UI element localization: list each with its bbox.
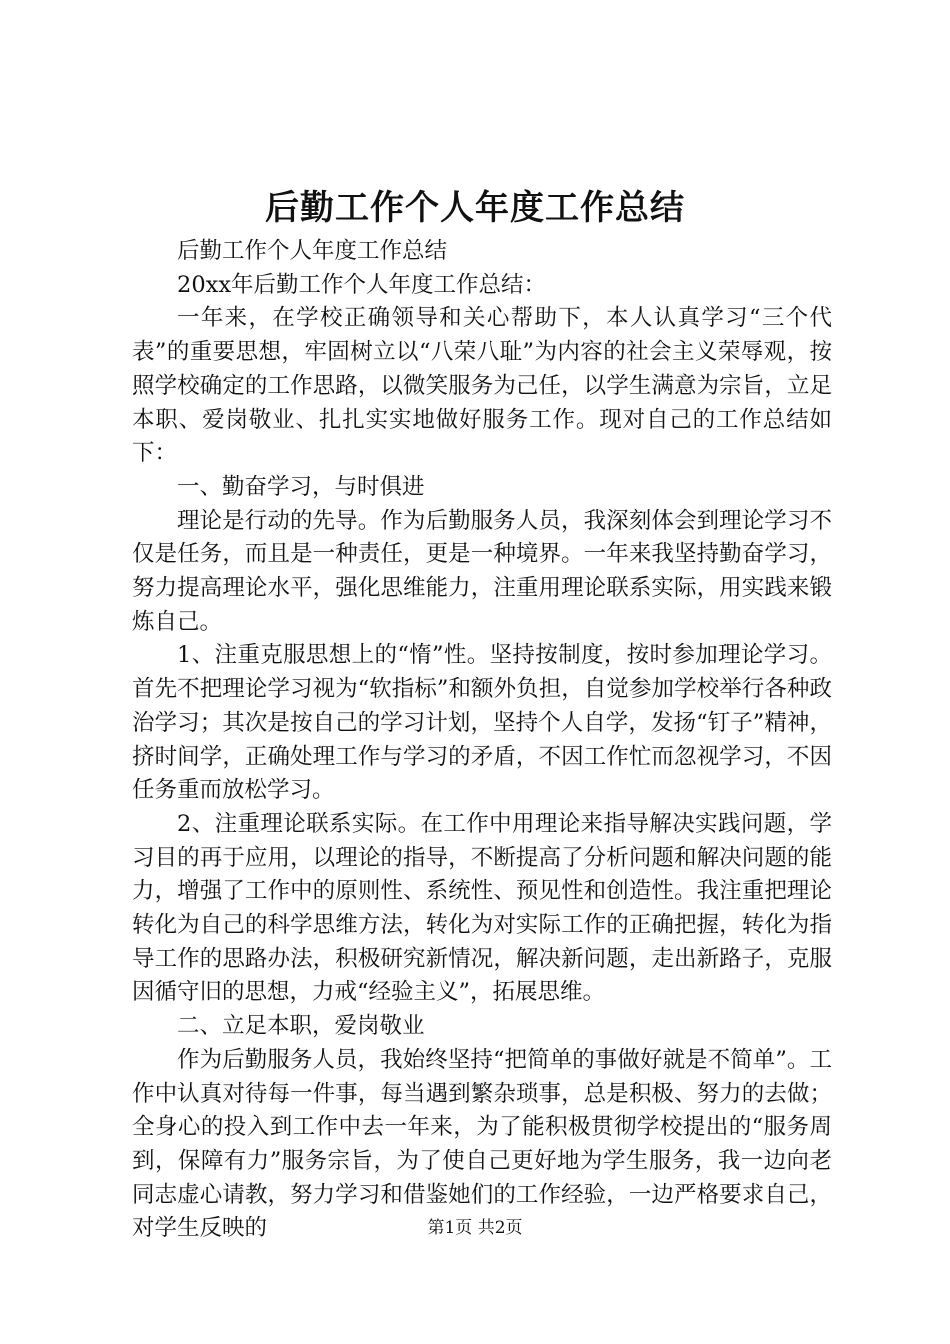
paragraph-subtitle: 后勤工作个人年度工作总结 <box>177 238 448 264</box>
paragraph-service: 作为后勤服务人员，我始终坚持“把简单的事做好就是不简单”。工作中认真对待每一件事，每当遇到繁杂琐事，总是积极、努力的去做；全身心的投入到工作中去一年来，为了能积极贯彻学校提出的“服务周到，保障有力”服务宗旨，为了使自己更好地为学生服务，我一边向老同志虚心请教，努力学习和借鉴她们的工作经验，一边严格要求自己，对学生反映的 <box>132 1046 832 1242</box>
section-heading-2: 二、立足本职，爱岗敬业 <box>177 1013 425 1040</box>
page-number-footer: 第1页 共2页 <box>427 1218 523 1238</box>
paragraph-point-2: 2、注重理论联系实际。在工作中用理论来指导解决实践问题，学习目的再于应用，以理论的指导，不断提高了分析问题和解决问题的能力，增强了工作中的原则性、系统性、预见性和创造性。我注重把理论转化为自己的科学思维方法，转化为对实际工作的正确把握，转化为指导工作的思路办法，积极研究新情况，解决新问题，走出新路子，克服因循守旧的思想，力戒“经验主义”，拓展思维。 <box>132 810 832 1006</box>
paragraph-heading-year: 20xx年后勤工作个人年度工作总结： <box>177 271 547 298</box>
paragraph-theory: 理论是行动的先导。作为后勤服务人员，我深刻体会到理论学习不仅是任务，而且是一种责任，更是一种境界。一年来我坚持勤奋学习，努力提高理论水平，强化思维能力，注重用理论联系实际，用实践来锻炼自己。 <box>132 507 832 635</box>
document-body <box>132 235 832 1246</box>
paragraph-intro: 一年来，在学校正确领导和关心帮助下，本人认真学习“三个代表”的重要思想，牢固树立以“八荣八耻”为内容的社会主义荣辱观，按照学校确定的工作思路，以微笑服务为己任，以学生满意为宗旨，立足本职、爱岗敬业、扎扎实实地做好服务工作。现对自己的工作总结如下： <box>132 305 832 467</box>
document-title: 后勤工作个人年度工作总结 <box>265 188 685 228</box>
paragraph-point-1: 1、注重克服思想上的“惰”性。坚持按制度，按时参加理论学习。首先不把理论学习视为“软指标”和额外负担，自觉参加学校举行各种政治学习；其次是按自己的学习计划，坚持个人自学，发扬“钉子”精神，挤时间学，正确处理工作与学习的矛盾，不因工作忙而忽视学习，不因任务重而放松学习。 <box>132 642 832 804</box>
section-heading-1: 一、勤奋学习，与时俱进 <box>177 473 425 500</box>
